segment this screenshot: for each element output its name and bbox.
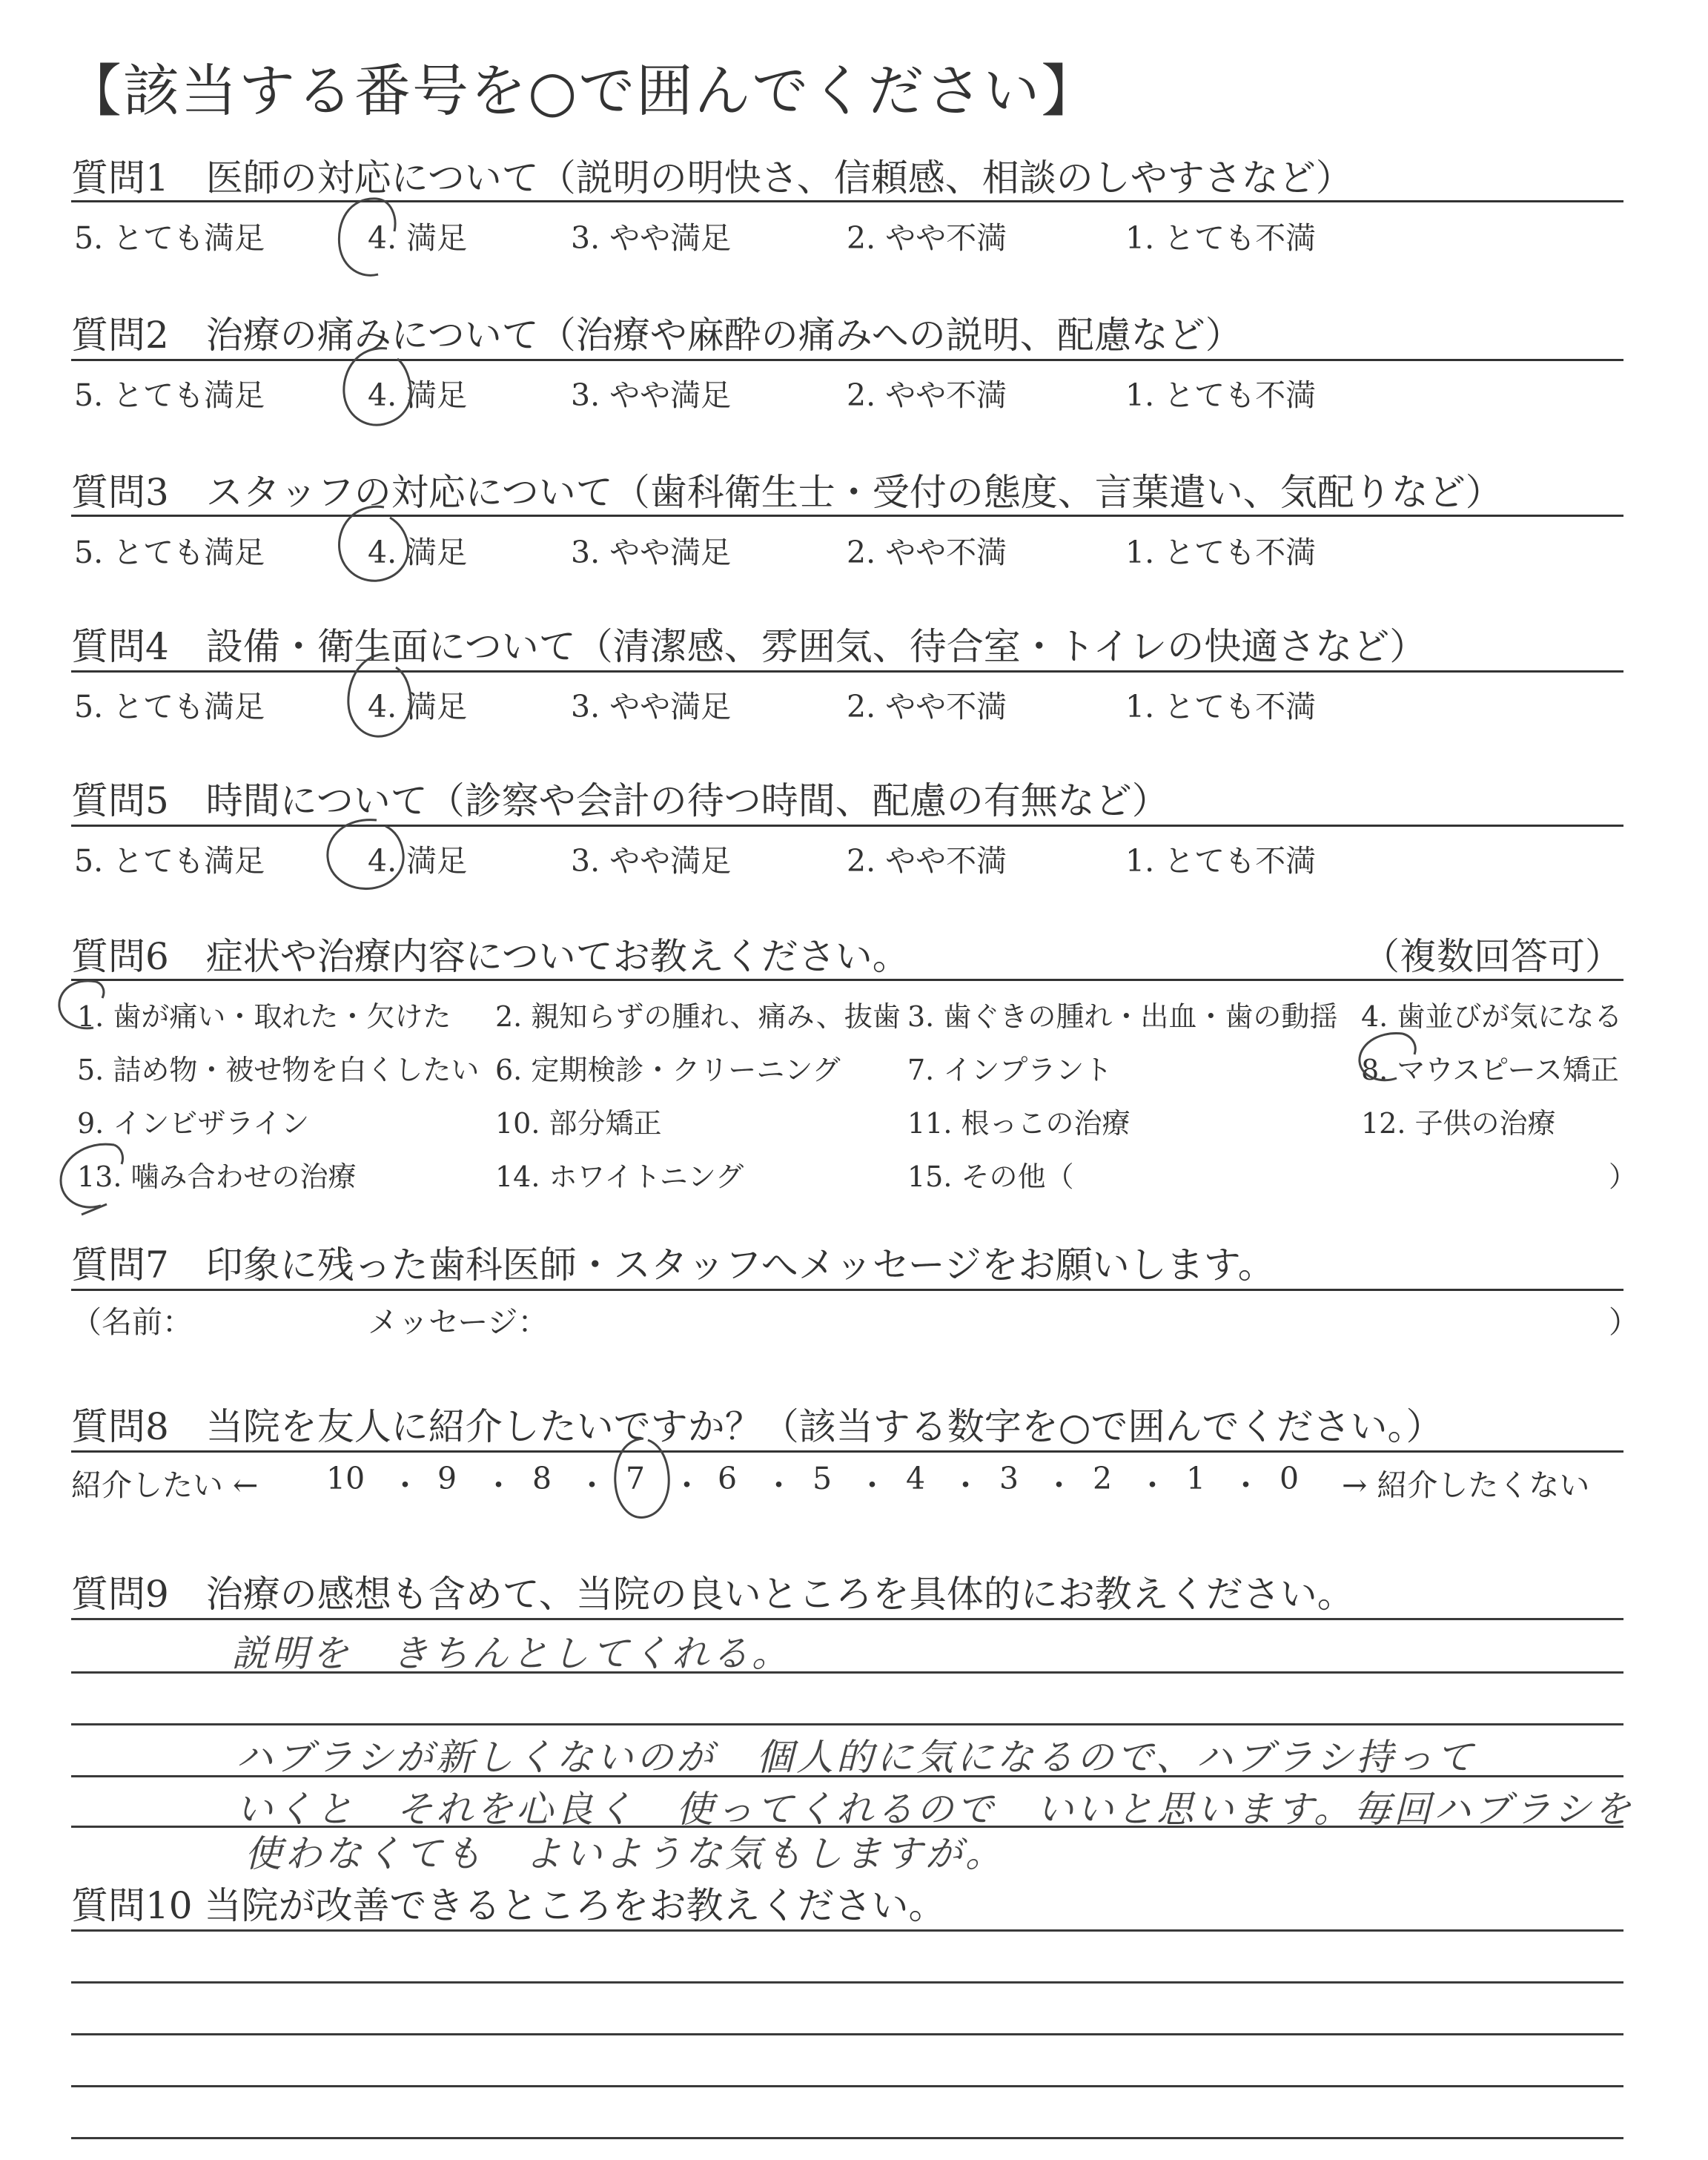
q6-option-1[interactable]: 1. 歯が痛い・取れた・欠けた <box>77 1000 451 1033</box>
option-3[interactable]: 3. やや満足 <box>571 377 732 413</box>
q6-option-15-close: ） <box>1609 1160 1638 1193</box>
q9-line-3 <box>71 1723 1623 1725</box>
question-3-rule <box>71 515 1623 517</box>
handwritten-line-2: ハブラシが新しくないのが 個人的に気になるので、ハブラシ持って <box>236 1736 1476 1779</box>
q7-message-label: メッセージ： <box>368 1304 549 1340</box>
question-5-title: 質問5 時間について（診察や会計の待つ時間、配慮の有無など） <box>71 779 1169 822</box>
option-4[interactable]: 4. 満足 <box>368 220 468 256</box>
scale-1[interactable]: 1 <box>1186 1461 1206 1496</box>
handwritten-line-4: 使わなくても よいような気もしますが。 <box>245 1832 1005 1875</box>
q6-option-15[interactable]: 15. その他（ <box>907 1160 1074 1193</box>
question-8-title: 質問8 当院を友人に紹介したいですか？（該当する数字を○で囲んでください。） <box>71 1405 1443 1448</box>
scale-7[interactable]: 7 <box>626 1461 646 1496</box>
handwritten-line-1: 説明を きちんとしてくれる。 <box>231 1632 792 1675</box>
question-3-title: 質問3 スタッフの対応について（歯科衛生士・受付の態度、言葉遣い、気配りなど） <box>71 471 1503 514</box>
q6-option-4[interactable]: 4. 歯並びが気になる <box>1361 1000 1623 1033</box>
option-5[interactable]: 5. とても満足 <box>74 689 265 724</box>
question-1-title: 質問1 医師の対応について（説明の明快さ、信頼感、相談のしやすさなど） <box>71 156 1353 199</box>
question-4-title: 質問4 設備・衛生面について（清潔感、雰囲気、待合室・トイレの快適さなど） <box>71 625 1427 668</box>
scale-separator: ・ <box>390 1467 420 1503</box>
scale-separator: ・ <box>764 1467 794 1503</box>
option-5[interactable]: 5. とても満足 <box>74 220 265 256</box>
question-1-rule <box>71 200 1623 202</box>
q6-option-10[interactable]: 10. 部分矯正 <box>495 1107 662 1140</box>
q6-option-3[interactable]: 3. 歯ぐきの腫れ・出血・歯の動揺 <box>907 1000 1338 1033</box>
option-3[interactable]: 3. やや満足 <box>571 689 732 724</box>
q7-name-label: （名前： <box>71 1304 193 1340</box>
q6-option-8[interactable]: 8. マウスピース矯正 <box>1361 1054 1619 1086</box>
q6-option-2[interactable]: 2. 親知らずの腫れ、痛み、抜歯 <box>495 1000 901 1033</box>
question-8-rule <box>71 1450 1623 1453</box>
q10-line-5 <box>71 2137 1623 2139</box>
q10-line-4 <box>71 2085 1623 2087</box>
handwritten-line-3: いくと それを心良く 使ってくれるので いいと思います。毎回ハブラシを <box>236 1788 1634 1831</box>
option-2[interactable]: 2. やや不満 <box>847 689 1007 724</box>
option-3[interactable]: 3. やや満足 <box>571 535 732 570</box>
q10-line-1 <box>71 1929 1623 1932</box>
q6-option-11[interactable]: 11. 根っこの治療 <box>907 1107 1131 1140</box>
q6-option-13[interactable]: 13. 噛み合わせの治療 <box>77 1160 357 1193</box>
question-2-rule <box>71 359 1623 361</box>
question-10-title: 質問10 当院が改善できるところをお教えください。 <box>71 1884 946 1927</box>
option-5[interactable]: 5. とても満足 <box>74 377 265 413</box>
scale-3[interactable]: 3 <box>999 1461 1019 1496</box>
scale-2[interactable]: 2 <box>1093 1461 1113 1496</box>
scale-4[interactable]: 4 <box>906 1461 926 1496</box>
question-7-title: 質問7 印象に残った歯科医師・スタッフへメッセージをお願いします。 <box>71 1244 1275 1287</box>
option-2[interactable]: 2. やや不満 <box>847 377 1007 413</box>
option-4[interactable]: 4. 満足 <box>368 377 468 413</box>
q8-left-label: 紹介したい ← <box>71 1467 259 1503</box>
option-4[interactable]: 4. 満足 <box>368 689 468 724</box>
scale-separator: ・ <box>950 1467 981 1503</box>
scale-separator: ・ <box>672 1467 702 1503</box>
scale-separator: ・ <box>857 1467 887 1503</box>
option-1[interactable]: 1. とても不満 <box>1125 220 1317 256</box>
question-6-multiple-note: （複数回答可） <box>1363 935 1622 978</box>
scale-10[interactable]: 10 <box>326 1461 365 1496</box>
q6-option-9[interactable]: 9. インビザライン <box>77 1107 310 1140</box>
option-5[interactable]: 5. とても満足 <box>74 535 265 570</box>
scale-separator: ・ <box>483 1467 514 1503</box>
option-3[interactable]: 3. やや満足 <box>571 220 732 256</box>
option-3[interactable]: 3. やや満足 <box>571 843 732 879</box>
q6-option-6[interactable]: 6. 定期検診・クリーニング <box>495 1054 841 1086</box>
q6-option-7[interactable]: 7. インプラント <box>907 1054 1113 1086</box>
q10-line-3 <box>71 2033 1623 2035</box>
option-1[interactable]: 1. とても不満 <box>1125 535 1317 570</box>
q8-right-label: → 紹介したくない <box>1342 1467 1590 1503</box>
option-5[interactable]: 5. とても満足 <box>74 843 265 879</box>
scale-0[interactable]: 0 <box>1280 1461 1300 1496</box>
option-2[interactable]: 2. やや不満 <box>847 843 1007 879</box>
scale-6[interactable]: 6 <box>718 1461 738 1496</box>
q6-option-14[interactable]: 14. ホワイトニング <box>495 1160 744 1193</box>
option-4[interactable]: 4. 満足 <box>368 535 468 570</box>
scale-separator: ・ <box>1044 1467 1074 1503</box>
q7-close-paren: ） <box>1609 1304 1639 1340</box>
option-1[interactable]: 1. とても不満 <box>1125 689 1317 724</box>
option-1[interactable]: 1. とても不満 <box>1125 377 1317 413</box>
option-2[interactable]: 2. やや不満 <box>847 535 1007 570</box>
question-2-title: 質問2 治療の痛みについて（治療や麻酔の痛みへの説明、配慮など） <box>71 314 1242 357</box>
q10-line-2 <box>71 1981 1623 1984</box>
option-1[interactable]: 1. とても不満 <box>1125 843 1317 879</box>
q9-line-1 <box>71 1618 1623 1620</box>
option-4[interactable]: 4. 満足 <box>368 843 468 879</box>
question-6-title: 質問6 症状や治療内容についてお教えください。 <box>71 935 910 978</box>
q6-option-5[interactable]: 5. 詰め物・被せ物を白くしたい <box>77 1054 480 1086</box>
scale-separator: ・ <box>577 1467 607 1503</box>
question-7-rule <box>71 1289 1623 1291</box>
instruction-header: 【該当する番号を○で囲んでください】 <box>65 58 1099 124</box>
scale-5[interactable]: 5 <box>812 1461 833 1496</box>
question-9-title: 質問9 治療の感想も含めて、当院の良いところを具体的にお教えください。 <box>71 1573 1354 1616</box>
scale-9[interactable]: 9 <box>437 1461 457 1496</box>
question-5-rule <box>71 825 1623 827</box>
scale-separator: ・ <box>1231 1467 1261 1503</box>
question-6-rule <box>71 979 1623 981</box>
scale-8[interactable]: 8 <box>532 1461 552 1496</box>
scale-separator: ・ <box>1137 1467 1168 1503</box>
q6-option-12[interactable]: 12. 子供の治療 <box>1361 1107 1556 1140</box>
question-4-rule <box>71 670 1623 673</box>
option-2[interactable]: 2. やや不満 <box>847 220 1007 256</box>
